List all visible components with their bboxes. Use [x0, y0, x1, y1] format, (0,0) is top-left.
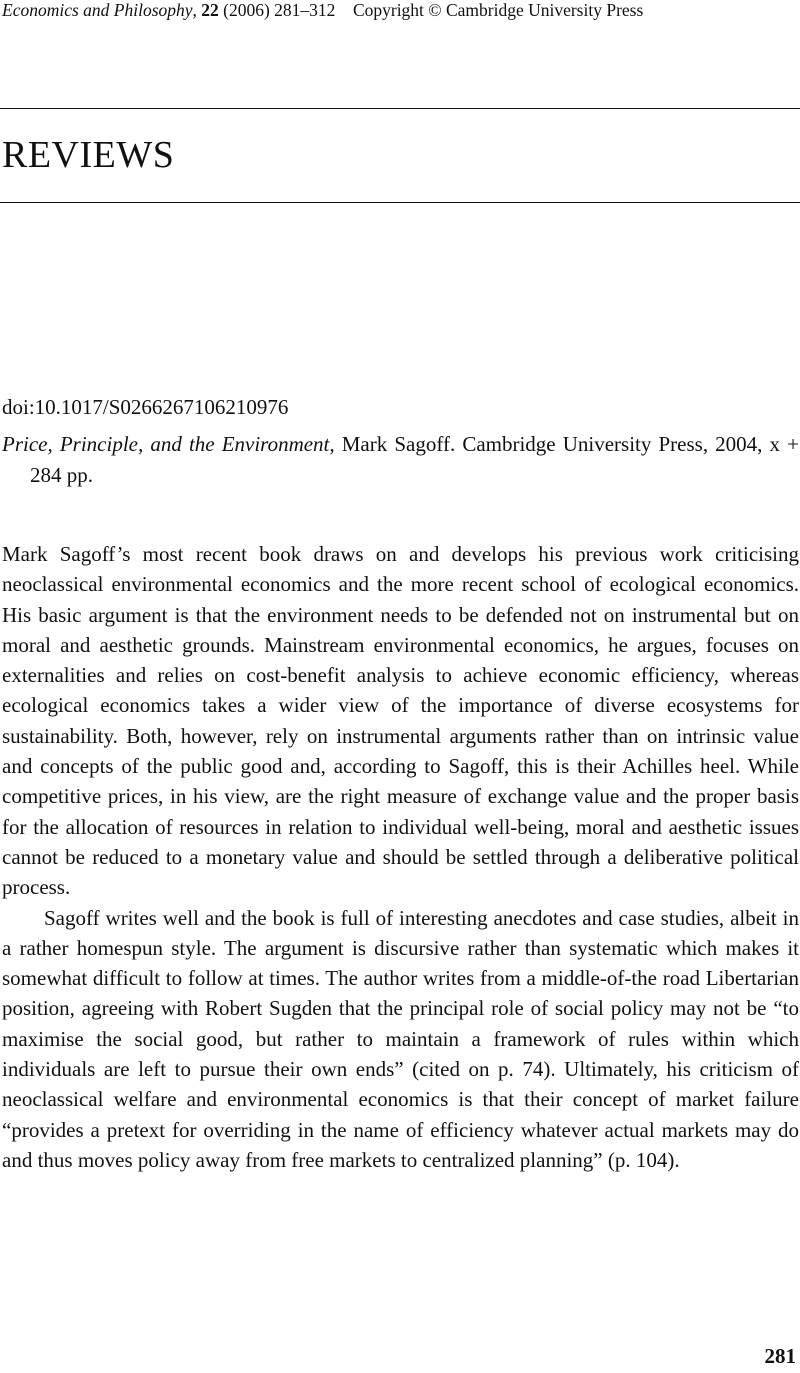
running-header [2, 0, 643, 20]
journal-volume: 22 [201, 0, 219, 20]
doi: doi:10.1017/S0266267106210976 [2, 395, 289, 419]
section-title: REVIEWS [2, 134, 175, 176]
section-rule-top [0, 108, 800, 109]
book-details: , Mark Sagoff. Cambridge University Press, 2004, x + 284 pp. [30, 432, 799, 487]
paragraph-1: Mark Sagoff’s most recent book draws on and develops his previous work criticising neoclassical environmental economics and the more recent school of ecological economics. His basic argument is that the environment needs to be defended not on instrumental but on moral and aesthetic grounds. Mainstream environmental economics, he argues, focuses on externalities and relies on cost-benefit analysis to achieve economic efficiency, whereas ecological economics takes a wider view of the importance of diverse ecosystems for sustainability. Both, however, rely on instrumental arguments rather than on intrinsic value and concepts of the public good and, according to Sagoff, this is their Achilles heel. While competitive prices, in his view, are the right measure of exchange value and the proper basis for the allocation of resources in relation to individual well-being, moral and aesthetic issues cannot be reduced to a monetary value and should be settled through a deliberative political process. [2, 542, 799, 900]
section-rule-bottom [0, 202, 800, 203]
page-number: 281 [764, 1344, 796, 1368]
copyright-notice: Copyright © Cambridge University Press [352, 0, 644, 20]
book-title: Price, Principle, and the Environment [2, 432, 330, 456]
journal-name: Economics and Philosophy [2, 0, 193, 20]
header-separator: , [192, 0, 202, 20]
paragraph-2: Sagoff writes well and the book is full of interesting anecdotes and case studies, albeit in a rather homespun style. The argument is discursive rather than systematic which makes it somewhat difficult to follow at times. The author writes from a middle-of-the road Libertarian position, agreeing with Robert Sugden that the principal role of social policy may not be “to maximise the social good, but rather to maintain a framework of rules within which individuals are left to pursue their own ends” (cited on p. 74). Ultimately, his criticism of neoclassical welfare and environmental economics is that their concept of market failure “provides a pretext for overriding in the name of efficiency whatever actual markets may do and thus moves policy away from free markets to centralized planning” (p. 104). [2, 905, 799, 1172]
journal-pages-year: (2006) 281–312 [218, 0, 336, 20]
review-body [2, 539, 799, 1175]
book-citation [2, 429, 799, 491]
